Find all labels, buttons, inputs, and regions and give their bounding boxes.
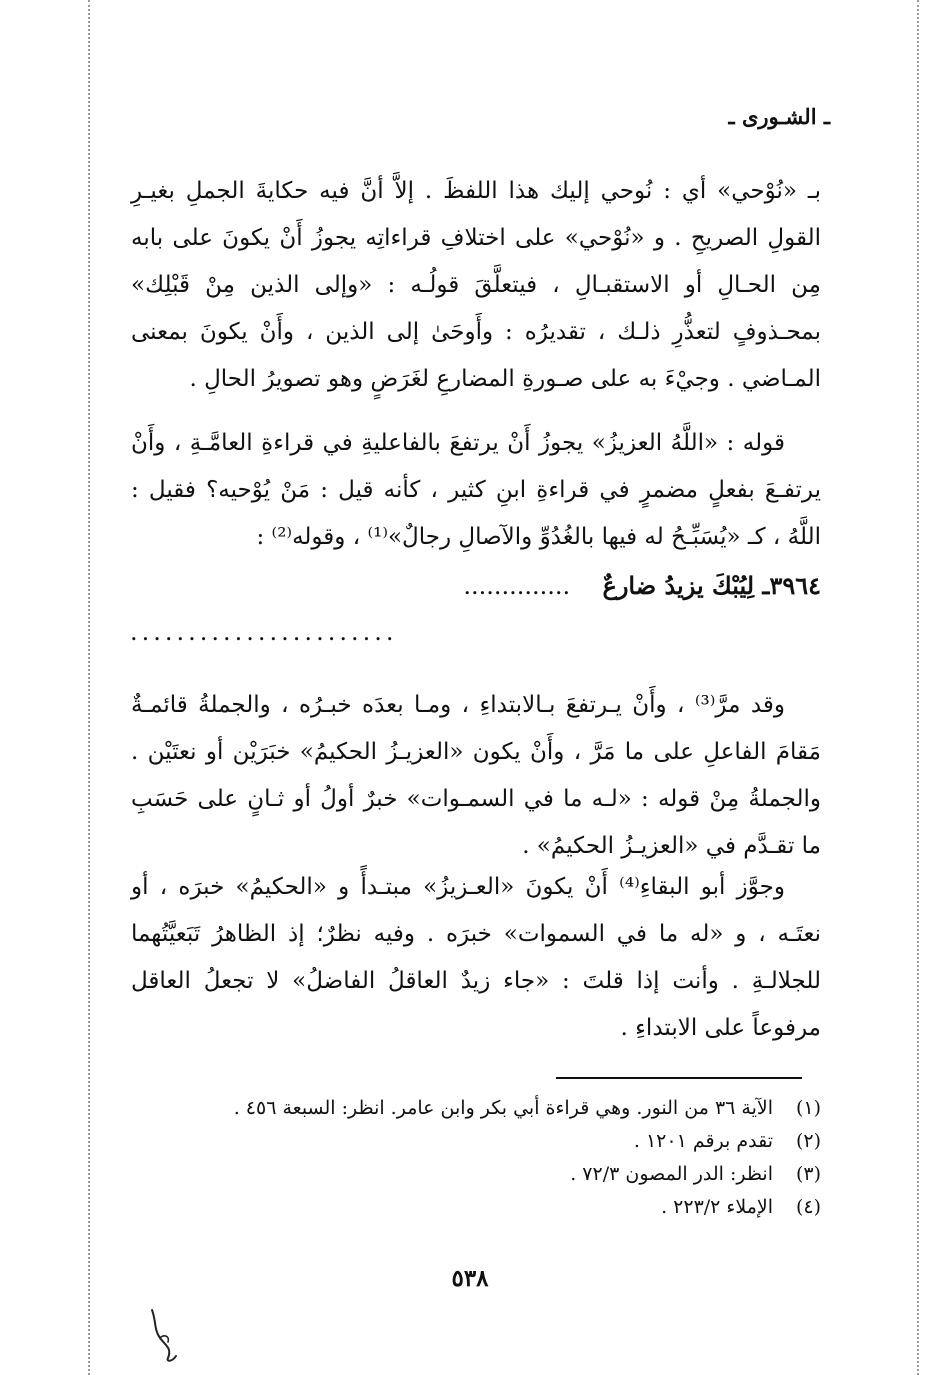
right-margin-dotted-line: [917, 0, 919, 1375]
paragraph-4-text: وجوَّز أبو البقاءِ⁽⁴⁾ أَنْ يكونَ «العـزيزُ» مبتـدأً و «الحكيمُ» خبرَه ، أو نعتَـه ، و «له ما في السموات» خبرَه . وفيه نظرٌ؛ إذ الظاهرُ تَبَعيَّتُهما للجلالـةِ . وأنت إذا قلتَ : «جاء زيدٌ العاقلُ الفاضلُ» لا تجعلُ العاقل مرفوعاً على الابتداءِ .: [131, 874, 821, 1041]
paragraph-3-text: وقد مرَّ⁽³⁾ ، وأَنْ يـرتفعَ بـالابتداءِ ، ومـا بعدَه خبـرُه ، والجملةُ قائمـةٌ مَقامَ الفاعلِ على ما مَرَّ ، وأَنْ يكون «العزيـزُ الحكيمُ» خبَرَيْن أو نعتَيْن . والجملةُ مِنْ قوله : «لـه ما في السمـوات» خبرٌ أولُ أو ثـانٍ على حَسَبِ ما تقـدَّم في «العزيـزُ الحكيمُ» .: [131, 692, 821, 859]
footnote-text: الآية ٣٦ من النور. وهي قراءة أبي بكر وابن عامر. انظر: السبعة ٤٥٦ .: [233, 1097, 773, 1119]
verse-second-hemistich-ellipsis: .......................: [130, 618, 398, 646]
footnote-number: (٤): [795, 1196, 821, 1218]
verse-ellipsis: ..............: [463, 572, 571, 600]
footnote-number: (١): [795, 1097, 821, 1119]
footnote-item: [131, 1125, 821, 1158]
verse-text: لِيُبْكَ يزيدُ ضارعٌ: [602, 571, 755, 600]
paragraph-2-text: قوله : «اللَّهُ العزيزُ» يجوزُ أَنْ يرتفعَ بالفاعليةِ في قراءةِ العامَّـةِ ، وأَنْ يرتفـعَ بفعلٍ مضمرٍ في قراءةِ ابنِ كثير ، كأنه قيل : مَنْ يُوْحيه؟ فقيل : اللَّهُ ، كـ «يُسَبِّـحُ له فيها بالغُدُوِّ والآصالِ رجالٌ»⁽¹⁾ ، وقوله⁽²⁾ :: [131, 430, 821, 550]
page-number: ٥٣٨: [451, 1265, 489, 1292]
poetry-verse: [463, 571, 821, 600]
footnotes: [131, 1092, 821, 1224]
left-margin-dotted-line: [88, 0, 90, 1375]
footnote-item: [131, 1191, 821, 1224]
footnote-number: (٣): [795, 1163, 821, 1185]
verse-number: ٣٩٦٤ـ: [762, 571, 821, 600]
paragraph-2: [131, 420, 821, 561]
paragraph-4: [131, 864, 821, 1052]
running-header: ـ الشـورى ـ: [728, 104, 830, 129]
paragraph-1-text: بـ «نُوْحي» أي : نُوحي إليك هذا اللفظَ . إلاَّ أنَّ فيه حكايةَ الجملِ بغيـرِ القولِ الصريحِ . و «نُوْحي» على اختلافِ قراءاتِه يجوزُ أَنْ يكونَ على بابه مِن الحـالِ أو الاستقبـالِ ، فيتعلَّقَ قولُـه : «وإلى الذين مِنْ قَبْلِك» بمحـذوفٍ لتعذُّرِ ذلـك ، تقديرُه : وأَوحَىٰ إلى الذين ، وأَنْ يكونَ بمعنى المـاضي . وجيْءَ به على صـورةِ المضارعِ لغَرَضٍ وهو تصويرُ الحالِ .: [131, 178, 821, 392]
footnote-separator: [556, 1077, 802, 1079]
footnote-text: تقدم برقم ١٢٠١ .: [633, 1130, 773, 1152]
footnote-text: انظر: الدر المصون ٧٢/٣ .: [570, 1163, 773, 1185]
paragraph-1: [131, 168, 821, 403]
footnote-text: الإملاء ٢٢٣/٢ .: [661, 1196, 773, 1218]
footnote-number: (٢): [795, 1130, 821, 1152]
footnote-item: [131, 1092, 821, 1125]
paragraph-3: [131, 682, 821, 870]
footnote-item: [131, 1158, 821, 1191]
handwritten-mark: [146, 1308, 186, 1364]
